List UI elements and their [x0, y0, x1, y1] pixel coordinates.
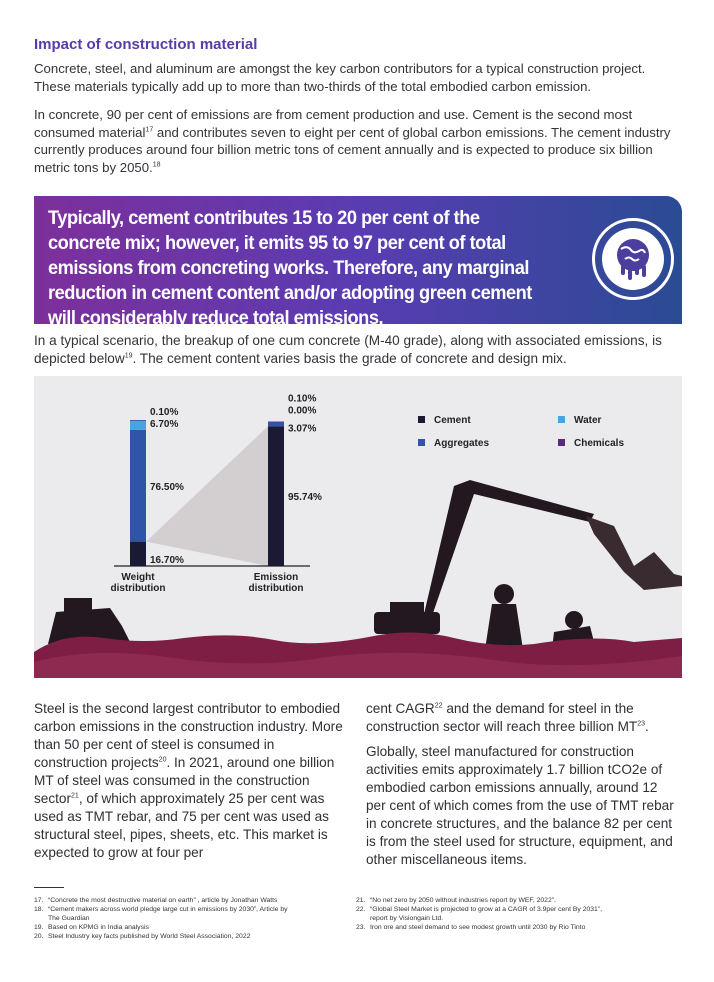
highlight-banner: [34, 196, 682, 329]
melting-globe-icon: [611, 235, 655, 283]
footnote-item: 18. “Cement makers across world pledge large cut in emissions by 2030”, Article by The Guardian: [34, 906, 288, 922]
footnote-ref: 23: [637, 720, 646, 728]
footnote-item: 17. “Concrete the most destructive material on earth” , article by Jonathan Watts: [34, 897, 278, 904]
bar-segment-aggregates: [130, 430, 146, 542]
footnote-item: 21. “No net zero by 2050 without industries report by WEF, 2022”.: [356, 897, 556, 904]
right-column-para1: cent CAGR$^{22}$ and the demand for steel in the construction sector will reach three billion MT$^{23}$.: [366, 701, 649, 734]
footnote-ref: 20: [158, 756, 167, 764]
legend-swatch: [558, 416, 565, 423]
footnote-item: 23. Iron ore and steel demand to see modest growth until 2030 by Rio Tinto: [356, 924, 586, 931]
banner-badge: [592, 218, 674, 300]
legend-swatch: [418, 416, 425, 423]
left-column: Steel is the second largest contributor to embodied carbon emissions in the construction industry. More than 50 per cent of steel is consumed in construction projects$^{20}$. In 2021, around one billion MT of steel was consumed in the construction sector$^{21}$, of which approximately 25 per cent was used as TMT rebar, and 75 per cent was used as structural steel, pipes, sheets, etc. This market is expected to grow at four per: [34, 701, 343, 860]
footnotes-right: [356, 896, 686, 932]
category-label: Emission: [253, 572, 299, 583]
data-label: 0.10%: [150, 407, 179, 418]
paragraph-scenario: In a typical scenario, the breakup of one cum concrete (M-40 grade), along with associated emissions, is depicted below$^{19}$. The cement content varies basis the grade of concrete and design mix.: [34, 333, 662, 366]
bar-segment-cement: [130, 542, 146, 566]
category-label: Weight: [121, 572, 155, 583]
footnote-divider: [34, 887, 64, 888]
data-label: 76.50%: [150, 481, 184, 493]
connector-wedge: [146, 426, 268, 566]
data-label: 0.00%: [288, 405, 317, 417]
footnote-ref: 21: [71, 792, 79, 800]
category-label: distribution: [110, 583, 166, 594]
paragraph-materials: Concrete, steel, and aluminum are amongst the key carbon contributors for a typical construction project. These materials typically add up to more than two-thirds of the total embodied carbon emission.: [34, 61, 646, 94]
chart-scene: [34, 376, 682, 678]
data-label: 0.10%: [288, 393, 317, 405]
data-label: 6.70%: [150, 419, 179, 431]
bar-segment-chemicals: [268, 422, 284, 423]
legend-entry: Aggregates: [434, 438, 490, 449]
footnote-ref: 22: [434, 702, 443, 710]
right-column-para2: Globally, steel manufactured for construction activities emits approximately 1.7 billion tCO2e of embodied carbon emissions annually, around 12 per cent of which comes from the use of TMT rebar in concrete structures, and the balance 82 per cent is from the steel used for structure, equipment, and other miscellaneous items.: [366, 744, 674, 867]
footnote-item: 19. Based on KPMG in India analysis: [34, 924, 149, 931]
data-label: 3.07%: [288, 423, 317, 435]
bar-segment-water: [130, 420, 146, 430]
legend-entry: Cement: [434, 415, 471, 426]
footnote-item: 22. “Global Steel Market is projected to grow at a CAGR of 3.9per cent By 2031”, report by Visiongain Ltd.: [356, 906, 602, 922]
concrete-breakup-chart: [34, 376, 682, 678]
paragraph-concrete: In concrete, 90 per cent of emissions are from cement production and use. Cement is the second most consumed material$^{17}$ and contributes seven to eight per cent of global carbon emissions. The cement industry currently produces around four billion metric tons of cement annually and is expected to produce six billion metric tons by 2050.18: [34, 107, 671, 175]
bar-segment-aggregates: [268, 422, 284, 426]
footnote-ref: 17: [145, 126, 154, 134]
footnote-item: 20. Steel Industry key facts published by World Steel Association, 2022: [34, 933, 251, 940]
footnotes-left: [34, 896, 354, 941]
right-column: [366, 700, 676, 869]
data-label: 95.74%: [288, 492, 322, 504]
legend-swatch: [418, 439, 425, 446]
category-label: distribution: [248, 583, 304, 594]
bar-segment-chemicals: [130, 420, 146, 421]
legend-entry: Water: [574, 415, 602, 426]
banner-text: Typically, cement contributes 15 to 20 per cent of the concrete mix; however, it emits 95 to 97 per cent of total emissions from concreting works. Therefore, any marginal reduction in cement content and/or adopting green cement will considerably reduce total emissions.: [48, 208, 532, 329]
section-heading: Impact of construction material: [34, 36, 258, 53]
data-label: 16.70%: [150, 555, 184, 566]
legend-swatch: [558, 439, 565, 446]
footnote-ref: 19: [124, 351, 133, 359]
footnote-ref: 18: [152, 161, 161, 169]
legend-entry: Chemicals: [574, 438, 625, 449]
bar-segment-cement: [268, 426, 284, 566]
